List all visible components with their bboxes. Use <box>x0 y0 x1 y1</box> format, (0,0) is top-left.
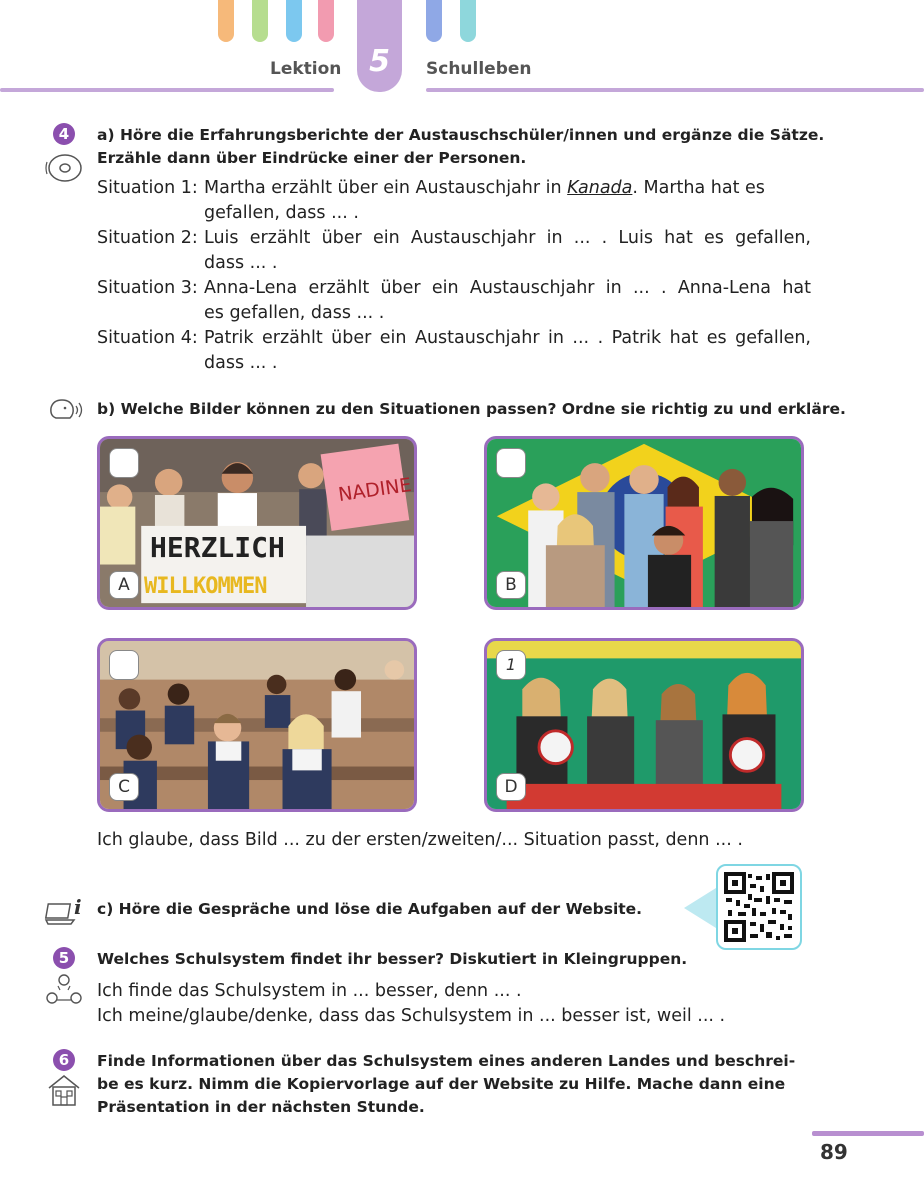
situation-4-line2: dass ... . <box>204 353 278 373</box>
situation-1-text-end: . Martha hat es <box>632 178 765 198</box>
qr-code-icon <box>718 866 800 948</box>
photo-d-letter: D <box>496 773 526 801</box>
header-line-right <box>426 88 924 92</box>
task-number-4: 4 <box>53 123 75 145</box>
photo-c <box>97 638 417 812</box>
lesson-number: 5 <box>369 44 390 79</box>
photo-c-answer-box[interactable] <box>109 650 139 680</box>
qr-code-box[interactable] <box>716 864 802 950</box>
photo-a-answer-box[interactable] <box>109 448 139 478</box>
photo-b-answer-box[interactable] <box>496 448 526 478</box>
header-tab-pink <box>318 0 334 42</box>
photo-b <box>484 436 804 610</box>
header-line-left <box>0 88 334 92</box>
situation-4-line1: Patrik erzählt über ein Austauschjahr in ... . Patrik hat es gefallen, <box>204 328 811 348</box>
situation-1-line2: gefallen, dass ... . <box>204 203 359 223</box>
header-tab-teal <box>460 0 476 42</box>
photo-b-letter: B <box>496 571 526 599</box>
situation-2-line2: dass ... . <box>204 253 278 273</box>
speaking-head-icon <box>46 396 86 424</box>
photo-c-image <box>100 641 414 809</box>
situation-1-country: Kanada <box>567 178 633 198</box>
task5-instruction: Welches Schulsystem findet ihr besser? Diskutiert in Kleingruppen. <box>97 950 688 968</box>
photo-a-letter: A <box>109 571 139 599</box>
svg-text:i: i <box>74 895 82 919</box>
task5-line2: Ich meine/glaube/denke, dass das Schulsystem in ... besser ist, weil ... . <box>97 1006 726 1026</box>
situation-1-label: Situation 1: <box>97 178 198 198</box>
task6-line2: be es kurz. Nimm die Kopiervorlage auf der Website zu Hilfe. Mache dann eine <box>97 1075 786 1093</box>
lesson-title: Schulleben <box>426 59 532 79</box>
task-number-5: 5 <box>53 947 75 969</box>
photo-a-sign-willkommen: WILLKOMMEN <box>144 574 267 599</box>
task6-line1: Finde Informationen über das Schulsystem eines anderen Landes und beschrei- <box>97 1052 796 1070</box>
page-number: 89 <box>820 1140 848 1164</box>
photo-a-sign-herzlich: HERZLICH <box>150 531 285 564</box>
situation-2-label: Situation 2: <box>97 228 198 248</box>
lektion-label: Lektion <box>270 59 342 79</box>
header-tab-green <box>252 0 268 42</box>
header-tab-indigo <box>426 0 442 42</box>
footer-line <box>812 1131 924 1136</box>
situation-2-line1: Luis erzählt über ein Austauschjahr in ... . Luis hat es gefallen, <box>204 228 811 248</box>
cd-icon <box>44 150 84 186</box>
task4c-instruction: c) Höre die Gespräche und löse die Aufgaben auf der Website. <box>97 900 643 918</box>
header-tab-blue <box>286 0 302 42</box>
task6-line3: Präsentation in der nächsten Stunde. <box>97 1098 425 1116</box>
situation-3-line2: es gefallen, dass ... . <box>204 303 385 323</box>
situation-3-label: Situation 3: <box>97 278 198 298</box>
situation-1-text: Martha erzählt über ein Austauschjahr in <box>204 178 568 198</box>
header-tab-orange <box>218 0 234 42</box>
situation-4-label: Situation 4: <box>97 328 198 348</box>
task4a-instruction-line1: a) Höre die Erfahrungsberichte der Austauschschüler/innen und ergänze die Sätze. <box>97 126 825 144</box>
task-number-6: 6 <box>53 1049 75 1071</box>
photo-d <box>484 638 804 812</box>
task4b-instruction: b) Welche Bilder können zu den Situationen passen? Ordne sie richtig zu und erkläre. <box>97 400 846 418</box>
photo-a-sign-nadine: NADINE <box>336 473 413 507</box>
laptop-info-icon <box>44 894 86 926</box>
house-icon <box>46 1072 82 1108</box>
photo-b-image <box>487 439 801 607</box>
photo-d-answer-box[interactable]: 1 <box>496 650 526 680</box>
discussion-people-icon <box>44 972 84 1010</box>
qr-pointer <box>684 888 716 928</box>
photo-c-letter: C <box>109 773 139 801</box>
task4b-sentence: Ich glaube, dass Bild ... zu der ersten/zweiten/... Situation passt, denn ... . <box>97 830 743 850</box>
photo-a <box>97 436 417 610</box>
task4a-instruction-line2: Erzähle dann über Eindrücke einer der Personen. <box>97 149 527 167</box>
task5-line1: Ich finde das Schulsystem in ... besser, denn ... . <box>97 981 522 1001</box>
situation-1-line1 <box>204 176 811 201</box>
situation-3-line1: Anna-Lena erzählt über ein Austauschjahr in ... . Anna-Lena hat <box>204 278 811 298</box>
photo-d-image <box>487 641 801 809</box>
